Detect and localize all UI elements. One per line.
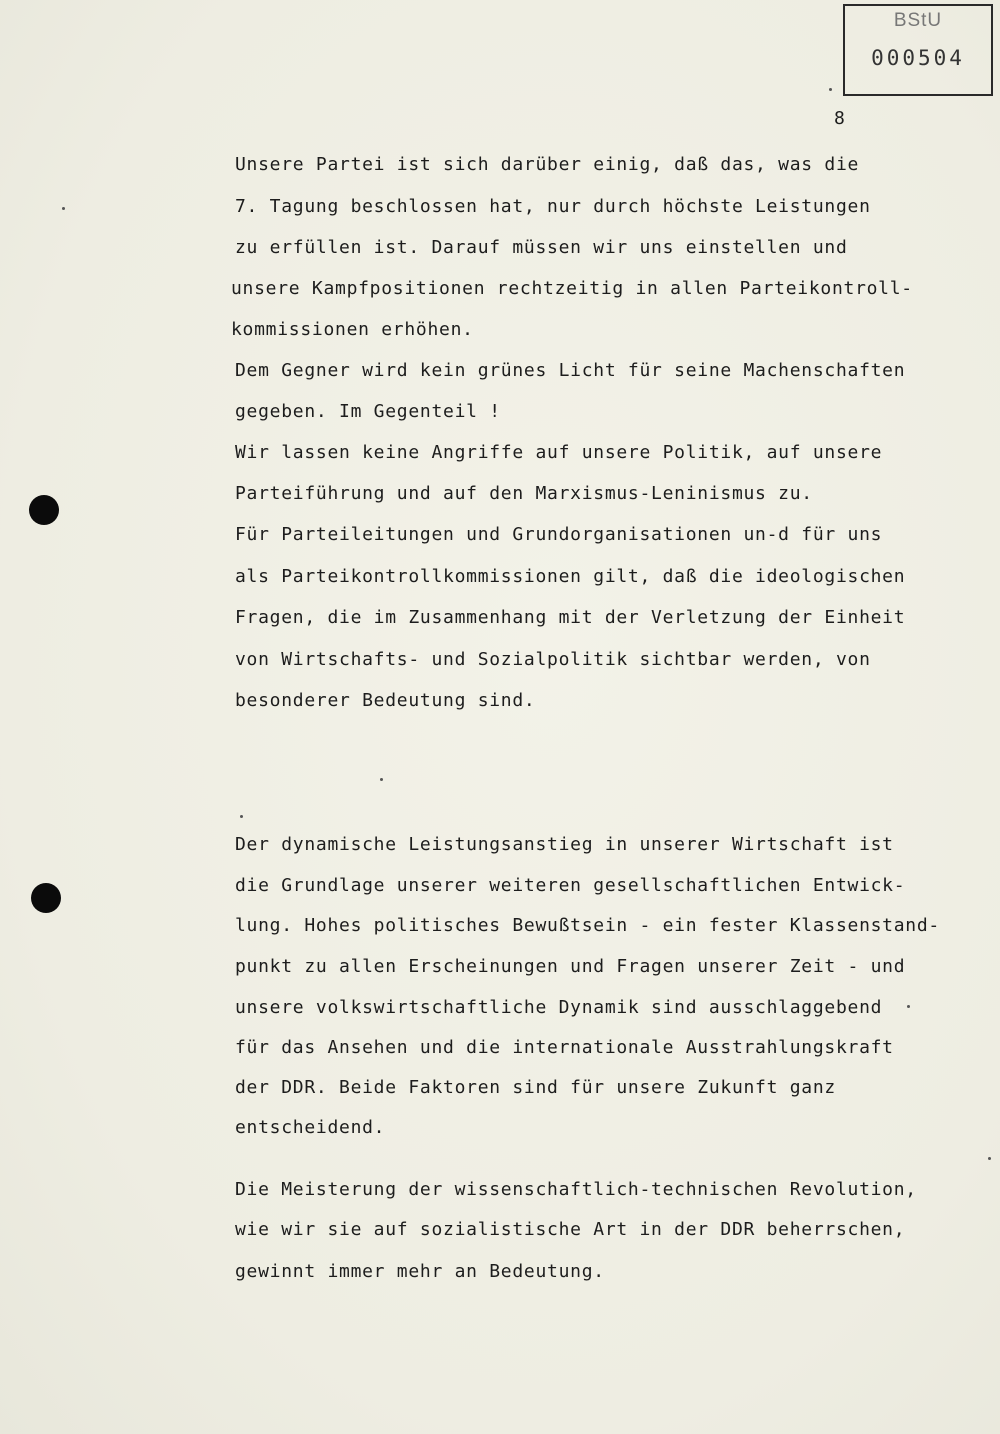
text-line: unsere volkswirtschaftliche Dynamik sind ausschlaggebend [235, 997, 883, 1018]
text-line: punkt zu allen Erscheinungen und Fragen unserer Zeit - und [235, 956, 906, 977]
text-line: unsere Kampfpositionen rechtzeitig in allen Parteikontroll- [231, 278, 913, 299]
text-line: Wir lassen keine Angriffe auf unsere Politik, auf unsere [235, 442, 883, 463]
text-line: besonderer Bedeutung sind. [235, 690, 536, 711]
text-line: wie wir sie auf sozialistische Art in der DDR beherrschen, [235, 1219, 906, 1240]
text-line: Unsere Partei ist sich darüber einig, daß das, was die [235, 154, 860, 175]
archive-stamp [843, 4, 993, 96]
page-number: 8 [834, 108, 845, 129]
text-line: zu erfüllen ist. Darauf müssen wir uns einstellen und [235, 237, 848, 258]
text-line: Für Parteileitungen und Grundorganisationen un-d für uns [235, 524, 883, 545]
scan-speck [62, 207, 65, 210]
text-line: als Parteikontrollkommissionen gilt, daß die ideologischen [235, 566, 906, 587]
text-line: Der dynamische Leistungsanstieg in unserer Wirtschaft ist [235, 834, 894, 855]
text-line: 7. Tagung beschlossen hat, nur durch höchste Leistungen [235, 196, 871, 217]
punch-hole [31, 883, 61, 913]
scan-speck [829, 88, 832, 91]
text-line: gegeben. Im Gegenteil ! [235, 401, 501, 422]
text-line: Parteiführung und auf den Marxismus-Leninismus zu. [235, 483, 813, 504]
stamp-number: 000504 [871, 46, 965, 70]
text-line: für das Ansehen und die internationale Ausstrahlungskraft [235, 1037, 894, 1058]
text-line: kommissionen erhöhen. [231, 319, 474, 340]
scan-speck [380, 778, 383, 781]
text-line: von Wirtschafts- und Sozialpolitik sichtbar werden, von [235, 649, 871, 670]
stamp-title: BStU [893, 10, 943, 31]
text-line: die Grundlage unserer weiteren gesellschaftlichen Entwick- [235, 875, 906, 896]
text-line: Fragen, die im Zusammenhang mit der Verletzung der Einheit [235, 607, 906, 628]
scan-speck [907, 1005, 910, 1008]
text-line: der DDR. Beide Faktoren sind für unsere Zukunft ganz [235, 1077, 836, 1098]
text-line: entscheidend. [235, 1117, 386, 1138]
text-line: Dem Gegner wird kein grünes Licht für seine Machenschaften [235, 360, 906, 381]
text-line: Die Meisterung der wissenschaftlich-technischen Revolution, [235, 1179, 917, 1200]
scan-speck [240, 815, 243, 818]
punch-hole [29, 495, 59, 525]
text-line: gewinnt immer mehr an Bedeutung. [235, 1261, 605, 1282]
scan-speck [988, 1157, 991, 1160]
text-line: lung. Hohes politisches Bewußtsein - ein fester Klassenstand- [235, 915, 940, 936]
